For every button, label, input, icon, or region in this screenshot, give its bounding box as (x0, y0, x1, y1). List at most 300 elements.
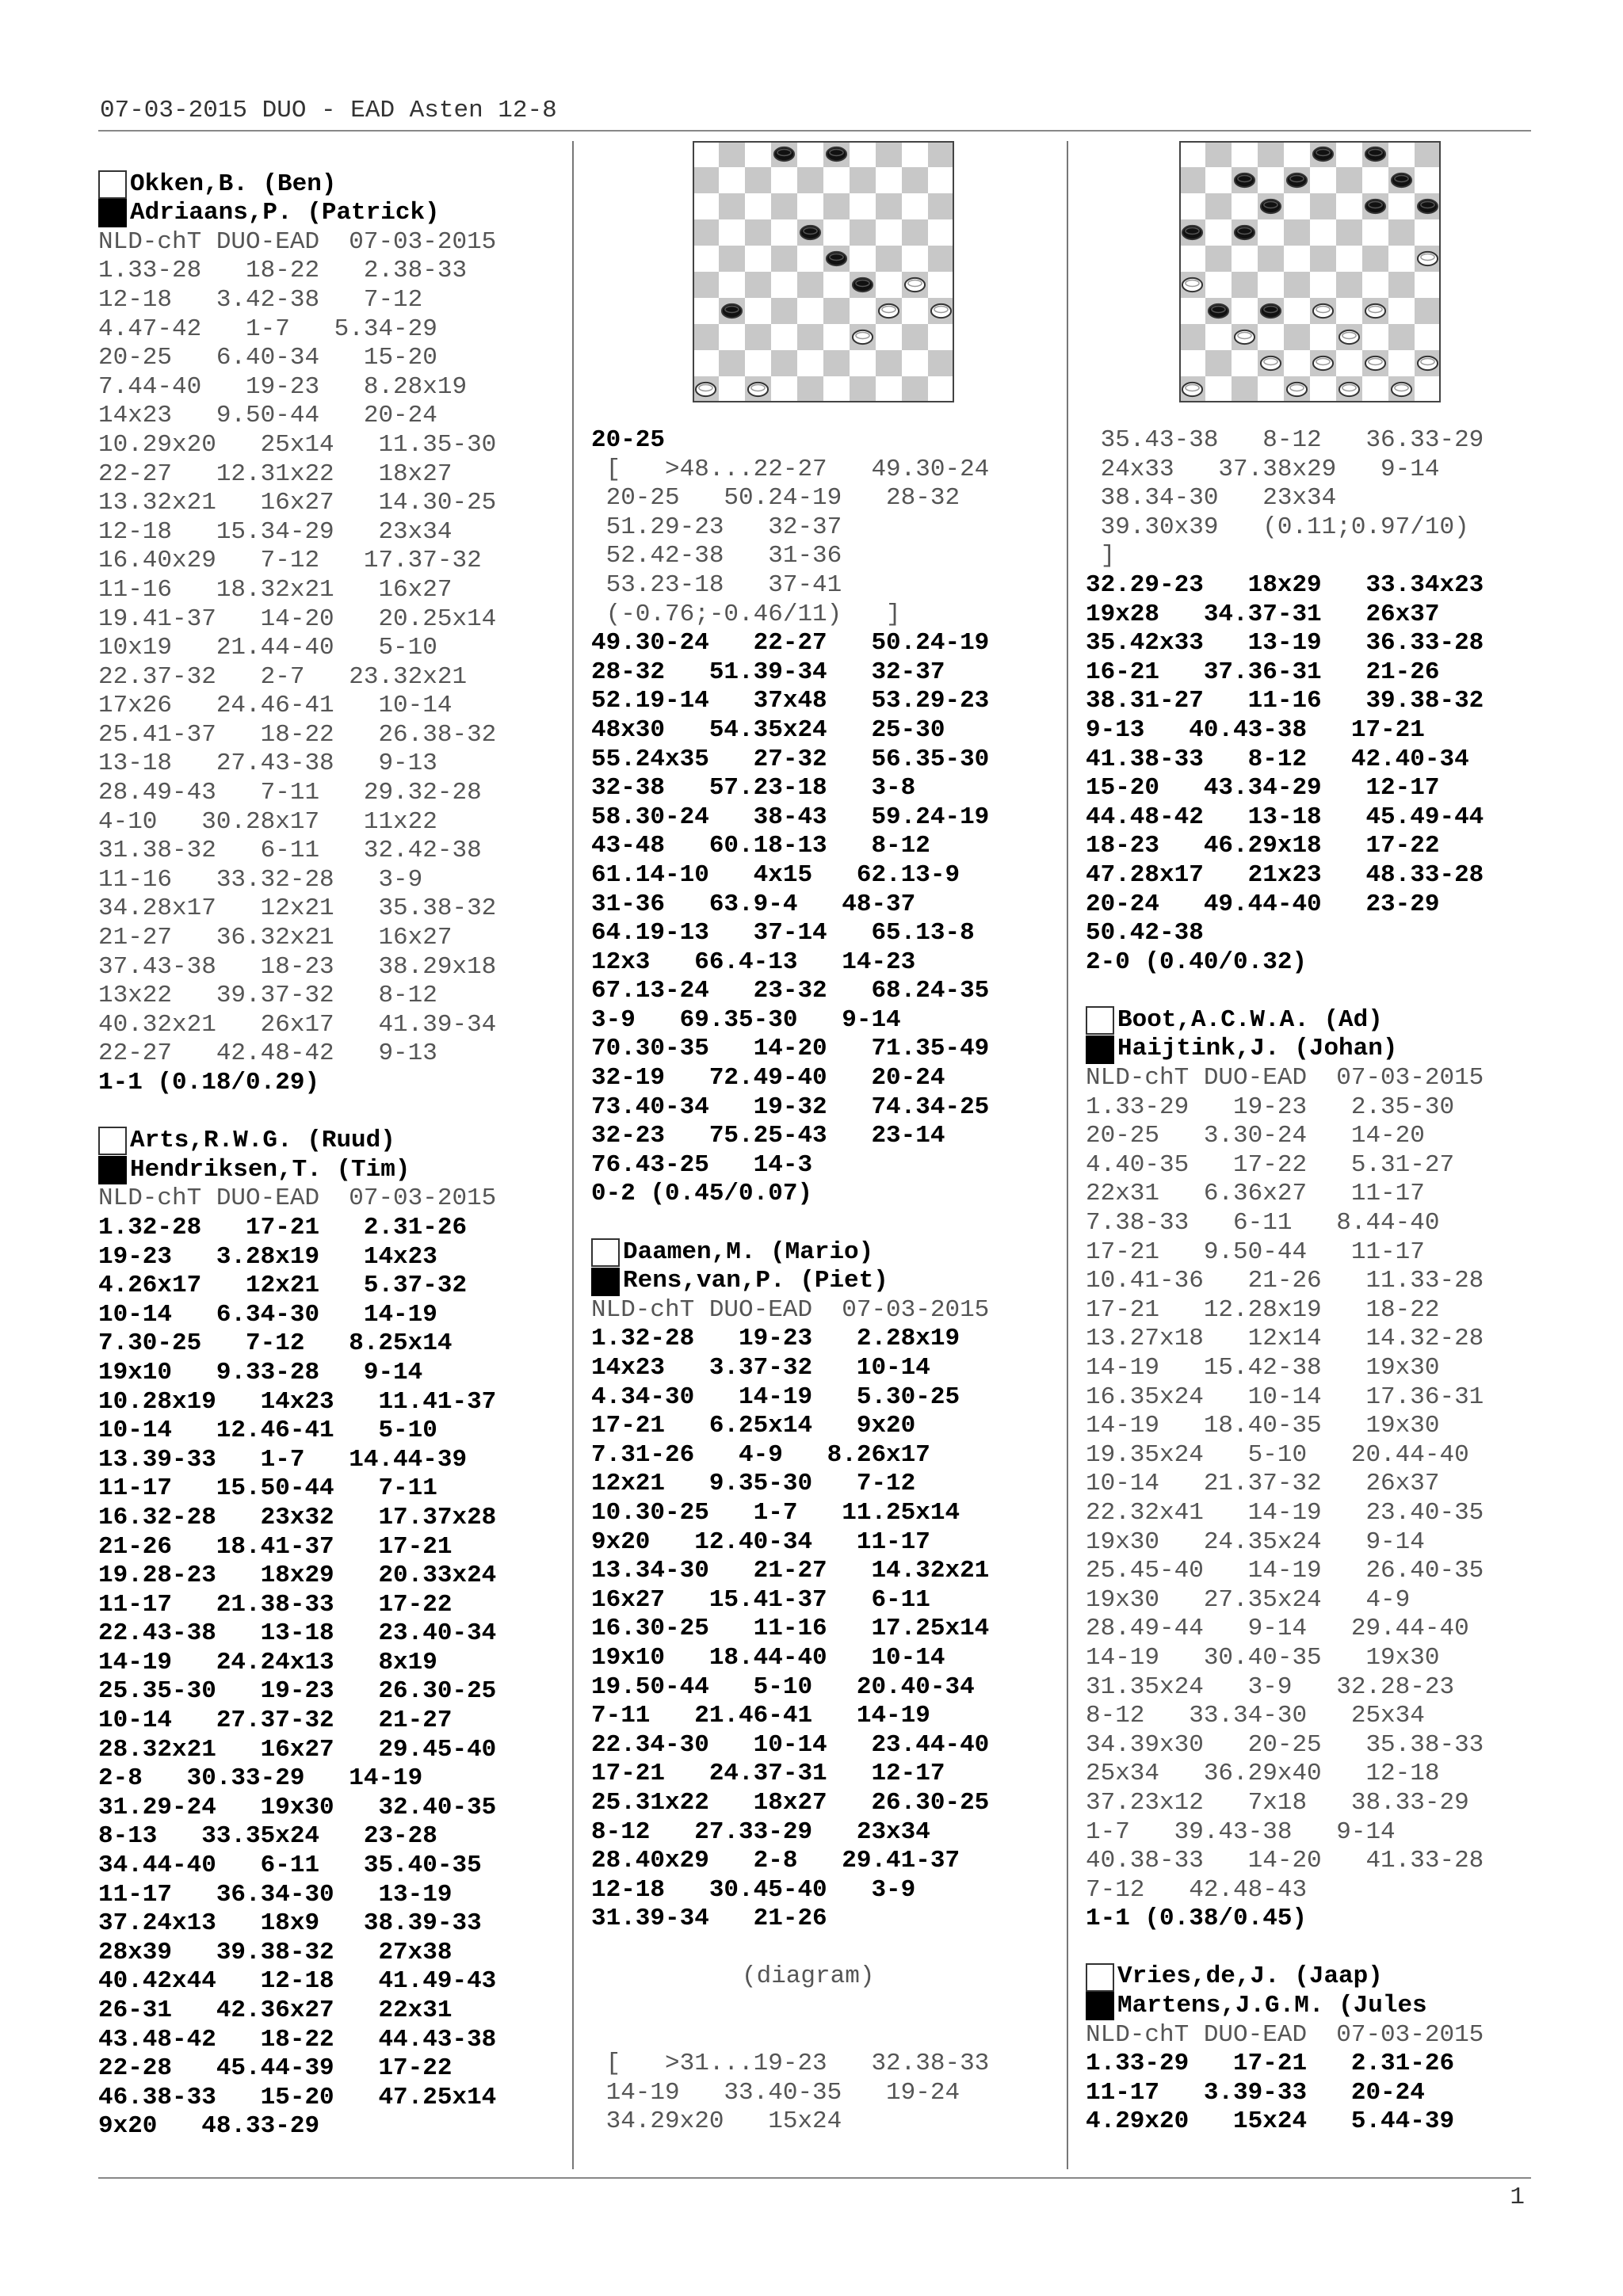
board-square (1205, 272, 1232, 298)
move-line: 2-8 30.33-29 14-19 (98, 1764, 423, 1793)
game-info: NLD-chT DUO-EAD 07-03-2015 (1086, 2020, 1484, 2049)
board-square (1388, 141, 1415, 167)
black-player: Haijtink,J. (Johan) (1086, 1035, 1534, 1064)
move-line: 21-27 36.32x21 16x27 (98, 924, 453, 952)
board-square (1388, 324, 1415, 350)
page-header (98, 93, 1531, 132)
move-line: 14x23 3.37-32 10-14 (591, 1354, 930, 1382)
board-square (1179, 298, 1205, 324)
board-square (1310, 246, 1336, 272)
board-square (745, 324, 771, 350)
white-square-icon (98, 170, 127, 199)
board-square (1415, 324, 1441, 350)
board-square (902, 298, 928, 324)
board-square (719, 219, 745, 246)
move-line: 28-32 51.39-34 32-37 (591, 658, 945, 686)
board-square (1415, 219, 1441, 246)
board-square (1205, 193, 1232, 219)
move-line: 19.35x24 5-10 20.44-40 (1086, 1440, 1469, 1469)
board-square (928, 219, 954, 246)
board-square (1336, 272, 1362, 298)
move-line: 16.30-25 11-16 17.25x14 (591, 1615, 990, 1643)
board-square (1284, 193, 1310, 219)
move-line: 10-14 6.34-30 14-19 (98, 1300, 437, 1329)
board-square (1258, 376, 1284, 402)
move-line: 17x26 24.46-41 10-14 (98, 692, 453, 720)
board-square (1179, 141, 1205, 167)
move-list (1086, 2050, 1534, 2137)
board-square (902, 141, 928, 167)
board-square (1310, 324, 1336, 350)
board-square (771, 246, 797, 272)
column-divider (1067, 141, 1068, 2169)
board-square (745, 272, 771, 298)
board-square (1179, 324, 1205, 350)
move-line: 19.28-23 18x29 20.33x24 (98, 1562, 497, 1590)
move-line: 11-17 21.38-33 17-22 (98, 1590, 453, 1619)
board-square (693, 324, 719, 350)
move-line: 19x30 24.35x24 9-14 (1086, 1527, 1425, 1556)
move-line: 64.19-13 37-14 65.13-8 (591, 919, 975, 948)
game-result: 1-1 (0.38/0.45) (1086, 1905, 1308, 1933)
move-line: 34.39x30 20-25 35.38-33 (1086, 1730, 1484, 1759)
board-square (693, 298, 719, 324)
note-line: 38.34-30 23x34 (1086, 484, 1337, 513)
move-line: 70.30-35 14-20 71.35-49 (591, 1035, 990, 1063)
game-result: 2-0 (0.40/0.32) (1086, 948, 1308, 976)
board-square (1415, 167, 1441, 193)
move-line: 37.43-38 18-23 38.29x18 (98, 952, 497, 981)
move-line: 13-18 27.43-38 9-13 (98, 749, 437, 778)
move-line: 61.14-10 4x15 62.13-9 (591, 860, 960, 889)
board-square (823, 298, 850, 324)
white-player: Boot,A.C.W.A. (Ad) (1086, 1006, 1534, 1035)
move-line: 12x21 9.35-30 7-12 (591, 1470, 916, 1498)
board-square (797, 272, 823, 298)
white-player: Okken,B. (Ben) (98, 170, 563, 200)
move-line: 22-27 42.48-42 9-13 (98, 1039, 437, 1068)
board-square (797, 246, 823, 272)
move-list (1086, 1093, 1534, 1905)
board-square (797, 141, 823, 167)
move-line: 32-38 57.23-18 3-8 (591, 774, 916, 803)
board-square (1362, 272, 1388, 298)
move-line: 4.26x17 12x21 5.37-32 (98, 1272, 468, 1300)
board-square (928, 193, 954, 219)
board-square (850, 376, 876, 402)
move-line: 28.32x21 16x27 29.45-40 (98, 1735, 497, 1764)
board-square (797, 193, 823, 219)
board-square (1205, 219, 1232, 246)
board-square (1415, 376, 1441, 402)
board-square (1362, 376, 1388, 402)
move-line: 40.38-33 14-20 41.33-28 (1086, 1847, 1484, 1875)
move-line: 16-21 37.36-31 21-26 (1086, 658, 1440, 686)
move-line: 22-28 45.44-39 17-22 (98, 2054, 453, 2083)
move-line: 28.40x29 2-8 29.41-37 (591, 1847, 960, 1875)
move-line: 43.48-42 18-22 44.43-38 (98, 2025, 497, 2054)
board-square (1336, 298, 1362, 324)
move-list (1086, 571, 1534, 948)
column-divider (572, 141, 574, 2169)
game-info: NLD-chT DUO-EAD 07-03-2015 (98, 227, 497, 256)
board-square (1336, 141, 1362, 167)
note-line: 35.43-38 8-12 36.33-29 (1086, 426, 1484, 454)
draughts-board-2 (1179, 141, 1441, 402)
move-line: 37.23x12 7x18 38.33-29 (1086, 1788, 1469, 1817)
board-square (823, 350, 850, 376)
move-line: 49.30-24 22-27 50.24-19 (591, 629, 990, 658)
move-line: 25x34 36.29x40 12-18 (1086, 1760, 1440, 1788)
board-square (876, 246, 902, 272)
move-line: 20-25 6.40-34 15-20 (98, 344, 437, 372)
black-square-icon (98, 1156, 127, 1184)
board-square (1205, 141, 1232, 167)
page-footer (98, 2177, 1531, 2179)
board-square (1388, 246, 1415, 272)
black-player: Martens,J.G.M. (Jules (1086, 1992, 1534, 2021)
move-line: 16.40x29 7-12 17.37-32 (98, 547, 482, 575)
board-square (771, 298, 797, 324)
move-line: 10.28x19 14x23 11.41-37 (98, 1387, 497, 1416)
move-line: 50.42-38 (1086, 919, 1204, 948)
move-line: 22.34-30 10-14 23.44-40 (591, 1730, 990, 1759)
board-square (1179, 246, 1205, 272)
move-line: 26-31 42.36x27 22x31 (98, 1997, 453, 2024)
board-square (771, 272, 797, 298)
board-square (1284, 350, 1310, 376)
board-square (850, 141, 876, 167)
move-line: 21-26 18.41-37 17-21 (98, 1532, 453, 1561)
board-square (797, 298, 823, 324)
board-square (745, 298, 771, 324)
board-square (1205, 246, 1232, 272)
board-square (928, 376, 954, 402)
board-square (876, 167, 902, 193)
game-result: 1-1 (0.18/0.29) (98, 1069, 320, 1097)
move-line: 34.44-40 6-11 35.40-35 (98, 1852, 482, 1880)
move-line: 16.32-28 23x32 17.37x28 (98, 1503, 497, 1531)
board-square (850, 246, 876, 272)
board-square (876, 141, 902, 167)
board-square (1310, 193, 1336, 219)
board-square (1205, 324, 1232, 350)
move-line: 7-11 21.46-41 14-19 (591, 1702, 930, 1730)
board-square (1310, 272, 1336, 298)
board-square (876, 376, 902, 402)
move-line: 25.45-40 14-19 26.40-35 (1086, 1557, 1484, 1585)
board-square (1388, 272, 1415, 298)
black-player: Hendriksen,T. (Tim) (98, 1156, 563, 1185)
board-square (1336, 219, 1362, 246)
board-square (719, 324, 745, 350)
board-square (693, 167, 719, 193)
move-line: 13x22 39.37-32 8-12 (98, 982, 437, 1010)
draughts-board-1 (693, 141, 954, 402)
board-square (928, 324, 954, 350)
move-line: 11-17 36.34-30 13-19 (98, 1880, 453, 1909)
note-line: ] (1086, 542, 1116, 570)
move-line: 10.29x20 25x14 11.35-30 (98, 430, 497, 459)
move-line: 11-17 15.50-44 7-11 (98, 1474, 437, 1503)
note-line: 20-25 50.24-19 28-32 (591, 484, 960, 513)
board-square (693, 219, 719, 246)
board-square (745, 219, 771, 246)
move-line: 34.28x17 12x21 35.38-32 (98, 894, 497, 923)
move-line: 17-21 24.37-31 12-17 (591, 1760, 945, 1788)
board-square (745, 350, 771, 376)
board-square (1232, 350, 1258, 376)
move-line: 31.38-32 6-11 32.42-38 (98, 837, 482, 865)
board-square (1284, 298, 1310, 324)
move-line: 19x30 27.35x24 4-9 (1086, 1585, 1411, 1614)
board-square (693, 350, 719, 376)
board-square (1179, 167, 1205, 193)
move-line: 1.32-28 17-21 2.31-26 (98, 1213, 468, 1241)
board-square (902, 246, 928, 272)
white-square-icon (1086, 1006, 1114, 1035)
note-line: 52.42-38 31-36 (591, 542, 842, 570)
move-line: 25.31x22 18x27 26.30-25 (591, 1788, 990, 1817)
board-square (1336, 193, 1362, 219)
move-line: 11-16 33.32-28 3-9 (98, 865, 423, 894)
move-line: 18-23 46.29x18 17-22 (1086, 832, 1440, 860)
board-square (1232, 141, 1258, 167)
white-player: Daamen,M. (Mario) (591, 1238, 1056, 1268)
move-line: 12x3 66.4-13 14-23 (591, 948, 916, 976)
board-square (1336, 167, 1362, 193)
move-line: 32.29-23 18x29 33.34x23 (1086, 570, 1484, 599)
board-square (1232, 376, 1258, 402)
move-line: 1.32-28 19-23 2.28x19 (591, 1325, 960, 1353)
black-player: Rens,van,P. (Piet) (591, 1267, 1056, 1296)
board-diagram (591, 141, 1056, 426)
board-square (1284, 272, 1310, 298)
move-line: 13.32x21 16x27 14.30-25 (98, 489, 497, 517)
move-line: 55.24x35 27-32 56.35-30 (591, 745, 990, 773)
board-square (1336, 350, 1362, 376)
move-line: 12-18 3.42-38 7-12 (98, 285, 423, 314)
move-line: 4.47-42 1-7 5.34-29 (98, 315, 437, 343)
move-line: 40.42x44 12-18 41.49-43 (98, 1967, 497, 1996)
board-square (876, 350, 902, 376)
move-line: 31.35x24 3-9 32.28-23 (1086, 1672, 1455, 1701)
move-line: 14-19 24.24x13 8x19 (98, 1648, 437, 1676)
move-line: 9x20 12.40-34 11-17 (591, 1527, 930, 1556)
move-line: 47.28x17 21x23 48.33-28 (1086, 860, 1484, 889)
board-square (1179, 193, 1205, 219)
move-line: 19.41-37 14-20 20.25x14 (98, 605, 497, 633)
note-line: 34.29x20 15x24 (591, 2107, 842, 2136)
board-square (797, 167, 823, 193)
board-square (1258, 219, 1284, 246)
move-line: 7.38-33 6-11 8.44-40 (1086, 1209, 1440, 1238)
note-line: 14-19 33.40-35 19-24 (591, 2078, 960, 2107)
board-square (719, 141, 745, 167)
board-square (850, 193, 876, 219)
move-line: 14-19 18.40-35 19x30 (1086, 1412, 1440, 1440)
board-square (876, 219, 902, 246)
board-square (1310, 167, 1336, 193)
page-number: 1 (1510, 2183, 1525, 2211)
move-line: 76.43-25 14-3 (591, 1150, 813, 1179)
board-square (1284, 219, 1310, 246)
board-square (850, 350, 876, 376)
move-line: 20-25 (591, 426, 666, 454)
board-square (1258, 272, 1284, 298)
white-player: Arts,R.W.G. (Ruud) (98, 1127, 563, 1156)
game-result: 0-2 (0.45/0.07) (591, 1180, 813, 1208)
move-line: 19-23 3.28x19 14x23 (98, 1242, 437, 1271)
move-line: 8-12 27.33-29 23x34 (591, 1817, 930, 1846)
move-line: 13.34-30 21-27 14.32x21 (591, 1557, 990, 1585)
move-list (98, 257, 563, 1069)
board-square (1362, 246, 1388, 272)
white-square-icon (1086, 1963, 1114, 1992)
board-square (928, 272, 954, 298)
board-square (719, 350, 745, 376)
white-player: Vries,de,J. (Jaap) (1086, 1962, 1534, 1992)
move-line: 10.30-25 1-7 11.25x14 (591, 1498, 960, 1527)
board-square (1388, 193, 1415, 219)
board-square (771, 350, 797, 376)
analysis-note (1086, 426, 1534, 571)
board-square (902, 219, 928, 246)
board-square (823, 193, 850, 219)
board-square (719, 193, 745, 219)
move-list (591, 629, 1056, 1180)
move-line: 20-24 49.44-40 23-29 (1086, 890, 1440, 918)
board-square (1310, 376, 1336, 402)
move-line: 14x23 9.50-44 20-24 (98, 402, 437, 430)
board-square (902, 167, 928, 193)
board-square (850, 219, 876, 246)
move-line: 19x28 34.37-31 26x37 (1086, 600, 1440, 628)
white-square-icon (591, 1238, 620, 1267)
board-square (823, 272, 850, 298)
board-square (693, 246, 719, 272)
board-square (719, 246, 745, 272)
analysis-note (591, 2050, 1056, 2137)
white-square-icon (98, 1127, 127, 1155)
move-line: 22.37-32 2-7 23.32x21 (98, 662, 468, 691)
move-list (98, 1214, 563, 2142)
black-square-icon (1086, 1992, 1114, 2020)
move-line: 11-17 3.39-33 20-24 (1086, 2078, 1425, 2107)
move-line: 4.40-35 17-22 5.31-27 (1086, 1150, 1455, 1179)
board-square (1388, 219, 1415, 246)
note-line: [ >48...22-27 49.30-24 (591, 455, 990, 483)
board-square (771, 324, 797, 350)
move-line: 3-9 69.35-30 9-14 (591, 1005, 901, 1034)
board-square (797, 376, 823, 402)
move-line: 32-19 72.49-40 20-24 (591, 1064, 945, 1093)
board-square (902, 193, 928, 219)
note-line: 24x33 37.38x29 9-14 (1086, 455, 1440, 483)
move-line: 28.49-44 9-14 29.44-40 (1086, 1615, 1469, 1643)
black-square-icon (98, 199, 127, 227)
board-square (797, 350, 823, 376)
board-square (745, 246, 771, 272)
board-square (719, 376, 745, 402)
board-square (902, 376, 928, 402)
move-line: 40.32x21 26x17 41.39-34 (98, 1010, 497, 1039)
board-square (1336, 246, 1362, 272)
move-line: 41.38-33 8-12 42.40-34 (1086, 745, 1469, 773)
board-square (1284, 141, 1310, 167)
move-line: 8-12 33.34-30 25x34 (1086, 1702, 1425, 1730)
move-line: 17-21 12.28x19 18-22 (1086, 1295, 1440, 1324)
move-line: 14-19 15.42-38 19x30 (1086, 1354, 1440, 1382)
move-line: 9x20 48.33-29 (98, 2112, 320, 2141)
board-square (1232, 193, 1258, 219)
move-line: 10.41-36 21-26 11.33-28 (1086, 1267, 1484, 1295)
board-square (1205, 350, 1232, 376)
board-square (823, 376, 850, 402)
board-square (1232, 298, 1258, 324)
board-square (1258, 167, 1284, 193)
board-square (1415, 141, 1441, 167)
board-square (1258, 141, 1284, 167)
move-line: 11-16 18.32x21 16x27 (98, 575, 453, 604)
move-line: 1-7 39.43-38 9-14 (1086, 1817, 1396, 1846)
board-square (693, 272, 719, 298)
move-line: 16x27 15.41-37 6-11 (591, 1585, 930, 1614)
page-title: 07-03-2015 DUO - EAD Asten 12-8 (100, 97, 557, 124)
move-line: 31.29-24 19x30 32.40-35 (98, 1793, 497, 1821)
board-square (1388, 298, 1415, 324)
move-line: 20-25 3.30-24 14-20 (1086, 1122, 1425, 1150)
board-square (693, 141, 719, 167)
move-line: 19x10 9.33-28 9-14 (98, 1358, 423, 1386)
move-line: 67.13-24 23-32 68.24-35 (591, 977, 990, 1005)
board-square (771, 167, 797, 193)
board-square (1205, 167, 1232, 193)
move-line: 12-18 30.45-40 3-9 (591, 1875, 916, 1904)
board-square (902, 324, 928, 350)
board-square (823, 219, 850, 246)
move-line: 4-10 30.28x17 11x22 (98, 807, 437, 836)
move-line: 10x19 21.44-40 5-10 (98, 634, 437, 662)
move-line: 28.49-43 7-11 29.32-28 (98, 779, 482, 807)
board-square (876, 193, 902, 219)
move-line: 58.30-24 38-43 59.24-19 (591, 803, 990, 831)
move-list (591, 1325, 1056, 1933)
move-line: 13.39-33 1-7 14.44-39 (98, 1445, 468, 1474)
move-line: 32-23 75.25-43 23-14 (591, 1122, 945, 1150)
board-square (850, 167, 876, 193)
move-line: 7.31-26 4-9 8.26x17 (591, 1440, 930, 1469)
board-square (1258, 324, 1284, 350)
move-line: 31.39-34 21-26 (591, 1905, 827, 1933)
move-line: 10-14 21.37-32 26x37 (1086, 1470, 1440, 1498)
board-square (745, 167, 771, 193)
board-square (1232, 272, 1258, 298)
board-square (1310, 219, 1336, 246)
note-line: (-0.76;-0.46/11) ] (591, 600, 901, 628)
move-line: 15-20 43.34-29 12-17 (1086, 774, 1440, 803)
move-line: 9-13 40.43-38 17-21 (1086, 715, 1425, 744)
move-line: 1.33-28 18-22 2.38-33 (98, 257, 468, 285)
board-square (1284, 324, 1310, 350)
column-2 (591, 141, 1056, 2137)
board-square (1205, 376, 1232, 402)
move-line: 10-14 12.46-41 5-10 (98, 1417, 437, 1445)
move-line: 7-12 42.48-43 (1086, 1875, 1308, 1904)
board-square (1362, 324, 1388, 350)
board-square (797, 324, 823, 350)
move-line: 19.50-44 5-10 20.40-34 (591, 1672, 975, 1701)
